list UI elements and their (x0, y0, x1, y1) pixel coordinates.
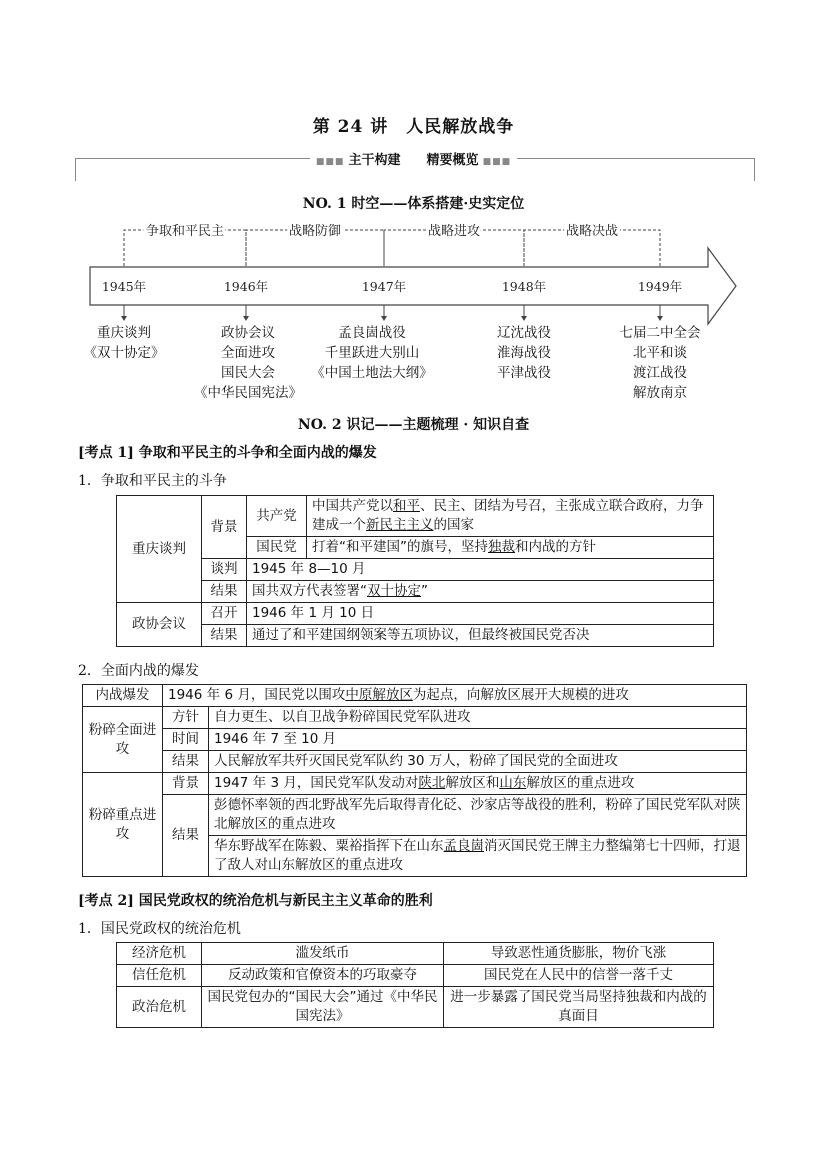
cell-crisis-effect: 导致恶性通货膨胀，物价飞涨 (444, 943, 714, 965)
cell-crisis-type: 政治危机 (117, 987, 202, 1028)
cell-crisis-cause: 滥发纸币 (202, 943, 444, 965)
phase-label: 争取和平民主 (145, 224, 225, 239)
cell-result: 结果 (202, 625, 247, 647)
cell-negotiation: 谈判 (202, 559, 247, 581)
cell-east-result: 华东野战军在陈毅、粟裕指挥下在山东孟良崮消灭国民党王牌主力整编第七十四师，打退了敌人对山东解放区的重点进攻 (209, 836, 747, 877)
cell-result: 结果 (163, 795, 209, 877)
event-label: 七届二中全会 (619, 325, 701, 341)
cell-kmt-text: 打着“和平建国”的旗号，坚持独裁和内战的方针 (307, 537, 714, 559)
event-label: 平津战役 (497, 365, 551, 381)
cell-pcc-result: 通过了和平建国纲领案等五项协议，但最终被国民党否决 (247, 625, 714, 647)
cell-crisis-effect: 国民党在人民中的信誉一落千丈 (444, 965, 714, 987)
cell-cpc-text: 中国共产党以和平、民主、团结为号召，主张成立联合政府，力争建成一个新民主主义的国家 (307, 496, 714, 537)
year-label: 1947年 (361, 279, 407, 294)
page-title: 第 24 讲 人民解放战争 (312, 117, 515, 137)
timeline-diagram (0, 218, 827, 408)
cell-result: 结果 (202, 581, 247, 603)
cell-kmt: 国民党 (247, 537, 307, 559)
banner-left: 主干构建 (348, 153, 401, 168)
year-label: 1948年 (501, 279, 547, 294)
cell-cpc: 共产党 (247, 496, 307, 537)
subsection-2-heading: 2．全面内战的爆发 (78, 663, 199, 679)
cell-result-text: 国共双方代表签署“双十协定” (247, 581, 714, 603)
phase-label: 战略进攻 (427, 224, 481, 239)
event-label: 全面进攻 (221, 345, 275, 361)
event-label: 《中华民国宪法》 (194, 385, 302, 401)
cell-crisis-cause: 国民党包办的“国民大会”通过《中华民国宪法》 (202, 987, 444, 1028)
no1-heading: NO. 1 时空——体系搭建·史实定位 (302, 196, 525, 212)
cell-result-text: 人民解放军共歼灭国民党军队约 30 万人，粉碎了国民党的全面进攻 (209, 751, 747, 773)
cell-background-text: 1947 年 3 月，国民党军队发动对陕北解放区和山东解放区的重点进攻 (209, 773, 747, 795)
cell-key-offensive: 粉碎重点进攻 (83, 773, 163, 877)
event-label: 北平和谈 (633, 345, 687, 361)
event-label: 《中国土地法大纲》 (311, 365, 433, 381)
event-label: 渡江战役 (633, 365, 687, 381)
event-label: 解放南京 (633, 385, 687, 401)
year-label: 1945年 (101, 279, 147, 294)
cell-time-text: 1946 年 7 至 10 月 (209, 729, 747, 751)
event-label: 辽沈战役 (497, 325, 551, 341)
cell-pcc: 政协会议 (117, 603, 202, 647)
cell-convene: 召开 (202, 603, 247, 625)
cell-chongqing: 重庆谈判 (117, 496, 202, 603)
cell-war-outbreak-text: 1946 年 6 月，国民党以围攻中原解放区为起点，向解放区展开大规模的进攻 (163, 685, 747, 707)
cell-crisis-type: 信任危机 (117, 965, 202, 987)
cell-convene-date: 1946 年 1 月 10 日 (247, 603, 714, 625)
cell-background: 背景 (163, 773, 209, 795)
cell-full-offensive: 粉碎全面进攻 (83, 707, 163, 773)
cell-background: 背景 (202, 496, 247, 559)
event-label: 《双十协定》 (83, 345, 165, 361)
kaodian-1-heading: [考点 1] 争取和平民主的斗争和全面内战的爆发 (78, 445, 377, 461)
event-label: 千里跃进大别山 (324, 345, 420, 361)
cell-time: 时间 (163, 729, 209, 751)
cell-result: 结果 (163, 751, 209, 773)
cell-war-outbreak: 内战爆发 (83, 685, 163, 707)
cell-policy-text: 自力更生、以自卫战争粉碎国民党军队进攻 (209, 707, 747, 729)
cell-policy: 方针 (163, 707, 209, 729)
event-label: 孟良崮战役 (338, 325, 406, 341)
event-label: 淮海战役 (497, 345, 551, 361)
phase-label: 战略决战 (565, 224, 619, 239)
year-label: 1949年 (637, 279, 683, 294)
cell-crisis-effect: 进一步暴露了国民党当局坚持独裁和内战的真面目 (444, 987, 714, 1028)
year-label: 1946年 (223, 279, 269, 294)
cell-crisis-cause: 反动政策和官僚资本的巧取豪夺 (202, 965, 444, 987)
cell-negotiation-date: 1945 年 8—10 月 (247, 559, 714, 581)
cell-northwest-result: 彭德怀率领的西北野战军先后取得青化砭、沙家店等战役的胜利，粉碎了国民党军队对陕北解放区的重点进攻 (209, 795, 747, 836)
event-label: 政协会议 (221, 325, 275, 341)
section-banner: ■■■ 主干构建 精要概览 ■■■ (0, 149, 827, 168)
table-civil-war (82, 684, 747, 877)
kaodian-2-heading: [考点 2] 国民党政权的统治危机与新民主主义革命的胜利 (78, 893, 433, 909)
table-kmt-crisis (116, 942, 714, 1028)
table-peace-democracy (116, 495, 714, 647)
cell-crisis-type: 经济危机 (117, 943, 202, 965)
banner-right: 精要概览 (426, 153, 479, 168)
no2-heading: NO. 2 识记——主题梳理 · 知识自查 (297, 417, 530, 433)
event-label: 重庆谈判 (97, 325, 151, 341)
subsection-1-heading: 1．争取和平民主的斗争 (78, 473, 227, 489)
phase-label: 战略防御 (288, 224, 342, 239)
subsection-3-heading: 1．国民党政权的统治危机 (78, 921, 241, 937)
event-label: 国民大会 (221, 365, 275, 381)
